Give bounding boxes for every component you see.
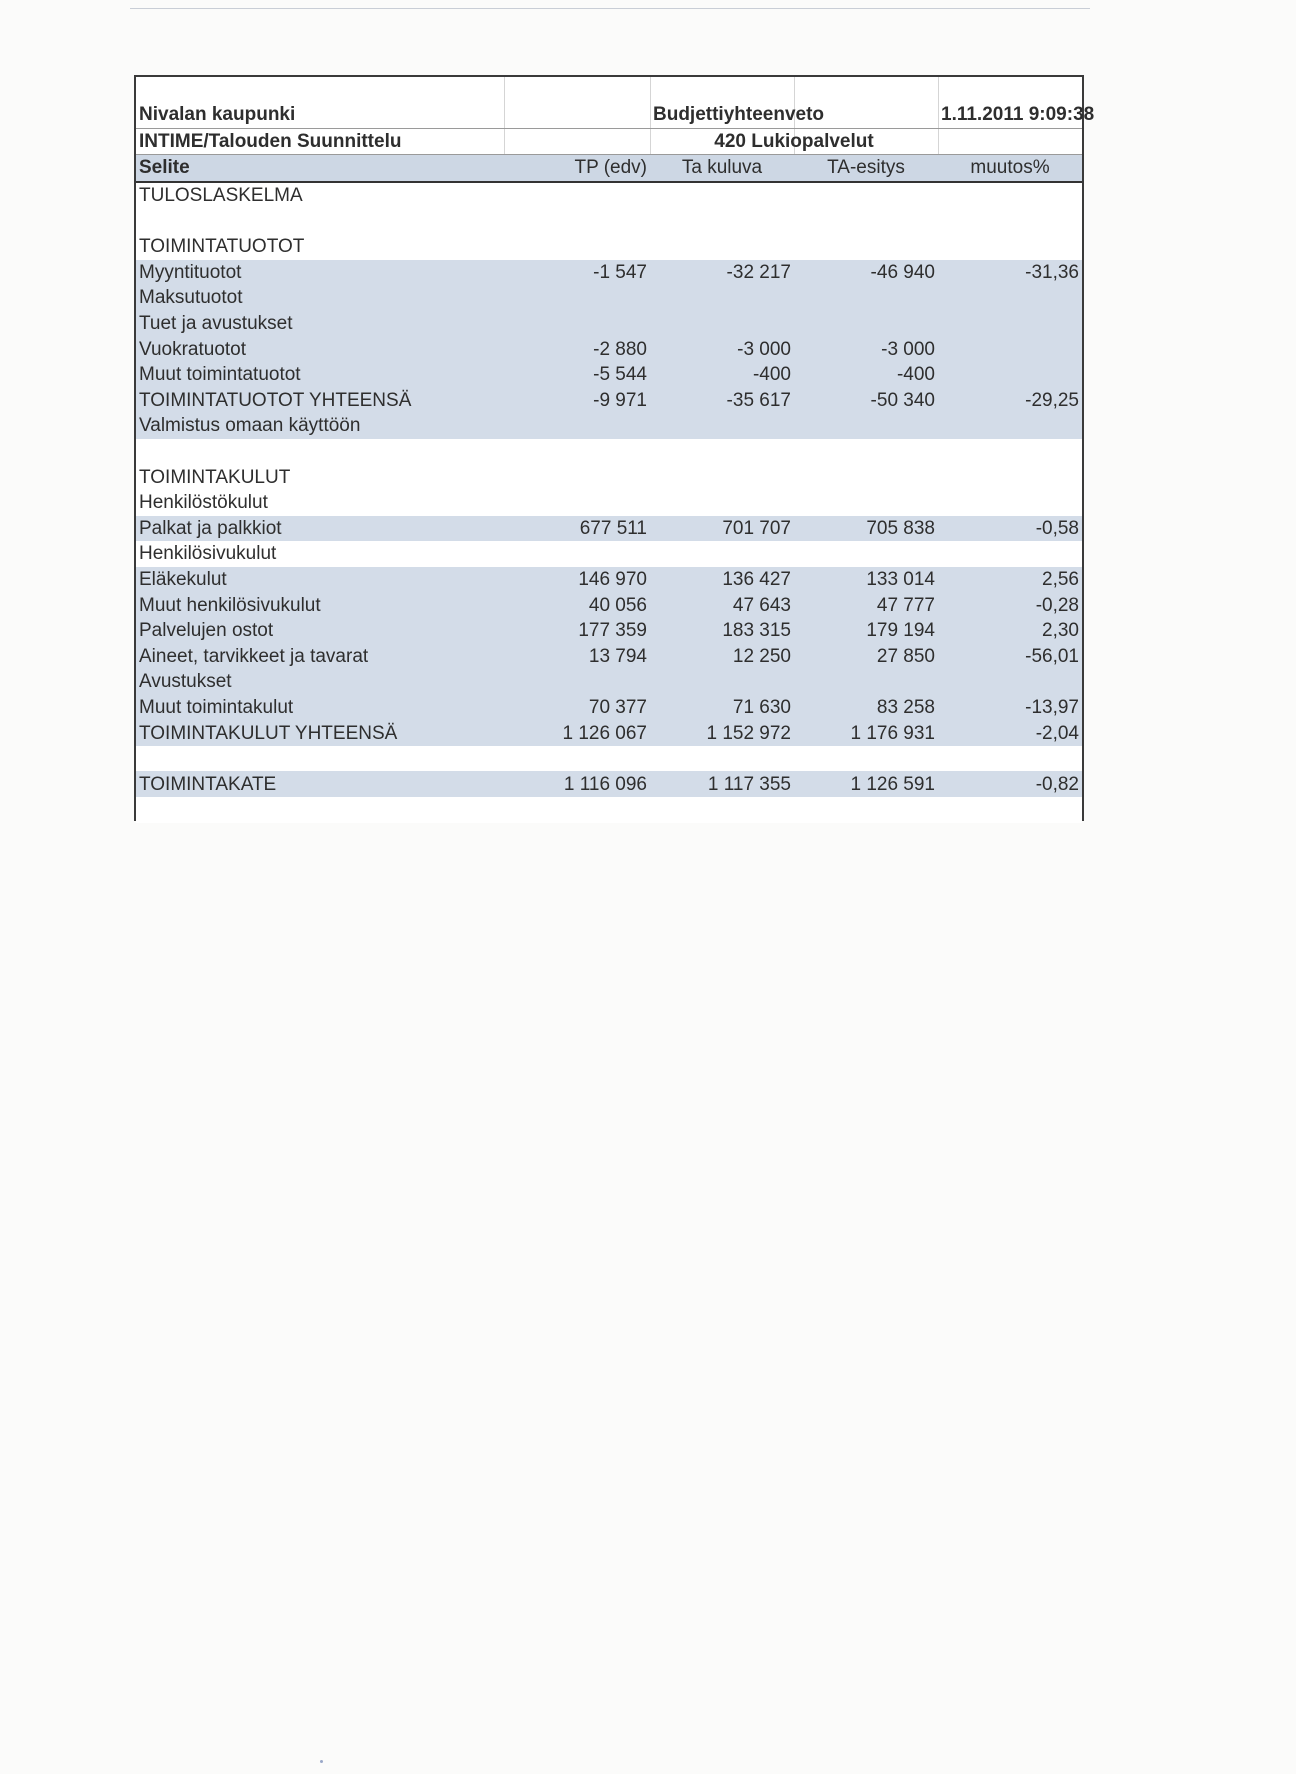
report-title: Budjettiyhteenveto — [650, 102, 938, 128]
row-label: Tuet ja avustukset — [136, 311, 504, 337]
cell-muutos — [938, 336, 1082, 362]
table-row — [136, 516, 1082, 542]
cell-ta-esitys — [794, 464, 938, 490]
cell-tp-edv — [504, 797, 650, 823]
col-header-label: Selite — [136, 155, 504, 182]
cell-tp-edv: 177 359 — [504, 618, 650, 644]
row-label: TOIMINTATUOTOT YHTEENSÄ — [136, 388, 504, 414]
cell-muutos — [938, 311, 1082, 337]
cell-muutos — [938, 541, 1082, 567]
row-label: Palvelujen ostot — [136, 618, 504, 644]
cell-muutos: -31,36 — [938, 260, 1082, 286]
table-row — [136, 720, 1082, 746]
cell-muutos: -13,97 — [938, 695, 1082, 721]
table-row — [136, 362, 1082, 388]
cell-muutos — [938, 669, 1082, 695]
row-label: Vuokratuotot — [136, 336, 504, 362]
row-label: Valmistus omaan käyttöön — [136, 413, 504, 439]
cell-ta-esitys: 179 194 — [794, 618, 938, 644]
row-label: Aineet, tarvikkeet ja tavarat — [136, 643, 504, 669]
cell-tp-edv: -9 971 — [504, 388, 650, 414]
cell-tp-edv: 677 511 — [504, 516, 650, 542]
row-label: Maksutuotot — [136, 285, 504, 311]
cell-tp-edv — [504, 234, 650, 260]
org-name: Nivalan kaupunki — [136, 102, 504, 128]
cell-muutos — [938, 413, 1082, 439]
budget-table — [136, 102, 1095, 823]
cell-ta-esitys — [794, 746, 938, 772]
cell-ta-kuluva: -3 000 — [650, 336, 794, 362]
cell-ta-esitys — [794, 182, 938, 209]
cell-ta-esitys: 83 258 — [794, 695, 938, 721]
cell-ta-esitys: -46 940 — [794, 260, 938, 286]
cell-muutos — [938, 234, 1082, 260]
cell-muutos — [938, 797, 1082, 823]
cell-ta-kuluva: 1 152 972 — [650, 720, 794, 746]
cell-muutos: -56,01 — [938, 643, 1082, 669]
cell-ta-esitys: -3 000 — [794, 336, 938, 362]
col-header-tp: TP (edv) — [504, 155, 650, 182]
table-row — [136, 208, 1082, 234]
cell-ta-esitys — [794, 439, 938, 465]
cell-tp-edv — [504, 285, 650, 311]
cell-muutos — [938, 746, 1082, 772]
table-row — [136, 695, 1082, 721]
cell-ta-esitys — [794, 797, 938, 823]
unit-name: 420 Lukiopalvelut — [650, 128, 938, 155]
row-label: Myyntituotot — [136, 260, 504, 286]
row-label: Eläkekulut — [136, 567, 504, 593]
cell-ta-esitys — [794, 234, 938, 260]
cell-muutos — [938, 182, 1082, 209]
cell-tp-edv — [504, 413, 650, 439]
cell-muutos — [938, 208, 1082, 234]
cell-ta-kuluva — [650, 669, 794, 695]
cell-tp-edv: 1 116 096 — [504, 771, 650, 797]
cell-tp-edv: -2 880 — [504, 336, 650, 362]
cell-muutos — [938, 439, 1082, 465]
cell-ta-esitys: 27 850 — [794, 643, 938, 669]
cell-ta-esitys — [794, 541, 938, 567]
cell-muutos — [938, 285, 1082, 311]
row-label: Henkilöstökulut — [136, 490, 504, 516]
row-label: Muut toimintakulut — [136, 695, 504, 721]
cell-ta-esitys: 133 014 — [794, 567, 938, 593]
cell-muutos: -0,82 — [938, 771, 1082, 797]
row-label: TOIMINTAKATE — [136, 771, 504, 797]
col-header-muutos: muutos% — [938, 155, 1082, 182]
cell-ta-kuluva — [650, 234, 794, 260]
table-row — [136, 618, 1082, 644]
cell-ta-esitys: 47 777 — [794, 592, 938, 618]
cell-ta-kuluva — [650, 439, 794, 465]
cell-ta-esitys: -400 — [794, 362, 938, 388]
cell-tp-edv — [504, 541, 650, 567]
header-row-1 — [136, 102, 1082, 128]
cell-ta-kuluva — [650, 311, 794, 337]
table-row — [136, 285, 1082, 311]
cell-ta-kuluva — [650, 746, 794, 772]
row-label: TOIMINTAKULUT — [136, 464, 504, 490]
table-row — [136, 336, 1082, 362]
cell-muutos: -2,04 — [938, 720, 1082, 746]
cell-tp-edv: 1 126 067 — [504, 720, 650, 746]
table-row — [136, 746, 1082, 772]
table-row — [136, 541, 1082, 567]
cell-muutos — [938, 362, 1082, 388]
cell-tp-edv — [504, 439, 650, 465]
row-label: Palkat ja palkkiot — [136, 516, 504, 542]
cell-ta-kuluva: -35 617 — [650, 388, 794, 414]
table-row — [136, 182, 1082, 209]
cell-ta-kuluva: 183 315 — [650, 618, 794, 644]
cell-ta-kuluva — [650, 541, 794, 567]
table-row — [136, 388, 1082, 414]
table-row — [136, 260, 1082, 286]
cell-ta-kuluva: -400 — [650, 362, 794, 388]
cell-muutos: -0,28 — [938, 592, 1082, 618]
cell-ta-kuluva — [650, 797, 794, 823]
table-row — [136, 567, 1082, 593]
cell-muutos: -29,25 — [938, 388, 1082, 414]
cell-ta-esitys — [794, 490, 938, 516]
cell-ta-kuluva: 1 117 355 — [650, 771, 794, 797]
col-header-esitys: TA-esitys — [794, 155, 938, 182]
system-name: INTIME/Talouden Suunnittelu — [136, 128, 504, 155]
scan-speck — [320, 1760, 323, 1763]
cell-ta-esitys — [794, 311, 938, 337]
cell-muutos: 2,30 — [938, 618, 1082, 644]
cell-ta-kuluva: -32 217 — [650, 260, 794, 286]
row-label — [136, 439, 504, 465]
row-label: TOIMINTAKULUT YHTEENSÄ — [136, 720, 504, 746]
table-row — [136, 592, 1082, 618]
cell-tp-edv: 13 794 — [504, 643, 650, 669]
cell-tp-edv: -1 547 — [504, 260, 650, 286]
cell-ta-kuluva: 136 427 — [650, 567, 794, 593]
cell-ta-kuluva — [650, 285, 794, 311]
cell-ta-kuluva: 701 707 — [650, 516, 794, 542]
cell-ta-kuluva — [650, 182, 794, 209]
cell-muutos: -0,58 — [938, 516, 1082, 542]
cell-tp-edv: 70 377 — [504, 695, 650, 721]
table-row — [136, 464, 1082, 490]
row-label: Avustukset — [136, 669, 504, 695]
cell-ta-esitys: 1 126 591 — [794, 771, 938, 797]
cell-muutos — [938, 464, 1082, 490]
cell-tp-edv — [504, 311, 650, 337]
row-label: TULOSLASKELMA — [136, 182, 504, 209]
cell-tp-edv — [504, 208, 650, 234]
table-row — [136, 771, 1082, 797]
cell-ta-esitys: -50 340 — [794, 388, 938, 414]
row-label — [136, 746, 504, 772]
cell-ta-esitys — [794, 413, 938, 439]
cell-ta-esitys — [794, 669, 938, 695]
cell-muutos — [938, 490, 1082, 516]
table-row — [136, 643, 1082, 669]
cell-ta-kuluva: 71 630 — [650, 695, 794, 721]
scan-edge-line — [130, 8, 1090, 9]
cell-ta-kuluva — [650, 464, 794, 490]
cell-muutos: 2,56 — [938, 567, 1082, 593]
cell-tp-edv: -5 544 — [504, 362, 650, 388]
row-label: TOIMINTATUOTOT — [136, 234, 504, 260]
table-row — [136, 311, 1082, 337]
cell-ta-esitys — [794, 285, 938, 311]
cell-ta-esitys — [794, 208, 938, 234]
row-label: Henkilösivukulut — [136, 541, 504, 567]
table-row — [136, 234, 1082, 260]
table-row — [136, 413, 1082, 439]
cell-tp-edv: 40 056 — [504, 592, 650, 618]
row-label — [136, 797, 504, 823]
cell-tp-edv — [504, 464, 650, 490]
cell-ta-kuluva: 47 643 — [650, 592, 794, 618]
row-label: Muut henkilösivukulut — [136, 592, 504, 618]
cell-ta-kuluva: 12 250 — [650, 643, 794, 669]
budget-report-sheet — [134, 75, 1095, 821]
column-header-row — [136, 155, 1082, 182]
cell-tp-edv — [504, 746, 650, 772]
col-header-ta: Ta kuluva — [650, 155, 794, 182]
row-label: Muut toimintatuotot — [136, 362, 504, 388]
cell-ta-kuluva — [650, 208, 794, 234]
table-row — [136, 490, 1082, 516]
cell-tp-edv: 146 970 — [504, 567, 650, 593]
table-row — [136, 797, 1082, 823]
cell-ta-kuluva — [650, 490, 794, 516]
cell-ta-esitys: 705 838 — [794, 516, 938, 542]
report-datetime: 1.11.2011 9:09:38 — [938, 102, 1082, 128]
cell-tp-edv — [504, 182, 650, 209]
cell-tp-edv — [504, 669, 650, 695]
row-label — [136, 208, 504, 234]
header-row-2 — [136, 128, 1082, 155]
table-row — [136, 439, 1082, 465]
cell-ta-kuluva — [650, 413, 794, 439]
cell-tp-edv — [504, 490, 650, 516]
table-row — [136, 669, 1082, 695]
cell-ta-esitys: 1 176 931 — [794, 720, 938, 746]
